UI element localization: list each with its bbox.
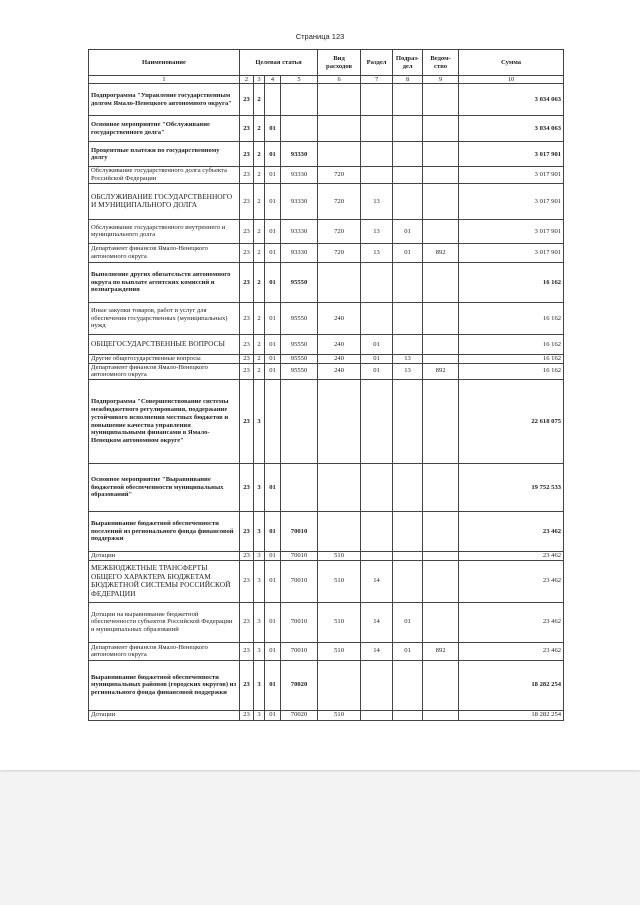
cell-target-2: 3 (254, 512, 265, 552)
row-name: Обслуживание государственного долга субъекта Российской Федерации (89, 167, 240, 183)
row-name: Дотации на выравнивание бюджетной обеспеченности субъектов Российской Федерации и муниципальных образований (89, 602, 240, 642)
cell-expense-type: 510 (318, 642, 361, 660)
cell-expense-type: 720 (318, 219, 361, 243)
cell-target-4 (281, 464, 318, 512)
cell-target-1: 23 (240, 380, 254, 464)
cell-target-4: 95550 (281, 354, 318, 363)
cell-section (361, 552, 393, 561)
cell-section (361, 464, 393, 512)
cell-department (423, 167, 459, 183)
cell-subsection (393, 167, 423, 183)
cell-target-4: 93330 (281, 142, 318, 167)
cell-target-1: 23 (240, 560, 254, 602)
cell-sum: 18 282 254 (459, 710, 564, 720)
table-row (89, 354, 564, 363)
cell-target-3: 01 (265, 512, 281, 552)
header-subsection: Подраз-дел (393, 50, 423, 76)
cell-section: 14 (361, 602, 393, 642)
cell-department (423, 552, 459, 561)
cell-section: 13 (361, 243, 393, 262)
index-cell: 9 (423, 76, 459, 84)
cell-sum: 23 462 (459, 560, 564, 602)
cell-target-3: 01 (265, 302, 281, 334)
header-target: Целевая статья (240, 50, 318, 76)
cell-department (423, 116, 459, 142)
cell-subsection (393, 334, 423, 354)
cell-expense-type (318, 262, 361, 302)
cell-target-3: 01 (265, 642, 281, 660)
cell-subsection (393, 262, 423, 302)
cell-section (361, 302, 393, 334)
row-name: Иные закупки товаров, работ и услуг для обеспечения государственных (муниципальных) нужд (89, 302, 240, 334)
cell-expense-type: 510 (318, 560, 361, 602)
cell-target-4: 70010 (281, 512, 318, 552)
cell-target-3: 01 (265, 660, 281, 710)
cell-sum: 3 017 901 (459, 183, 564, 219)
cell-subsection (393, 183, 423, 219)
cell-sum: 23 462 (459, 642, 564, 660)
table-row (89, 380, 564, 464)
cell-target-3: 01 (265, 354, 281, 363)
cell-expense-type: 510 (318, 602, 361, 642)
cell-section: 01 (361, 363, 393, 379)
cell-department (423, 464, 459, 512)
cell-expense-type: 240 (318, 354, 361, 363)
cell-sum: 3 017 901 (459, 219, 564, 243)
cell-section (361, 380, 393, 464)
cell-target-2: 2 (254, 302, 265, 334)
row-name: Основное мероприятие "Выравнивание бюджетной обеспеченности муниципальных образований" (89, 464, 240, 512)
cell-target-2: 2 (254, 142, 265, 167)
cell-section: 14 (361, 642, 393, 660)
cell-department (423, 660, 459, 710)
cell-department: 892 (423, 363, 459, 379)
cell-department (423, 262, 459, 302)
index-cell: 2 (240, 76, 254, 84)
row-name: Дотации (89, 710, 240, 720)
row-name: Обслуживание государственного внутреннего и муниципального долга (89, 219, 240, 243)
cell-target-3: 01 (265, 262, 281, 302)
cell-subsection (393, 710, 423, 720)
cell-section (361, 116, 393, 142)
row-name: Процентные платежи по государственному долгу (89, 142, 240, 167)
cell-target-4 (281, 84, 318, 116)
cell-target-2: 2 (254, 334, 265, 354)
cell-sum: 3 017 901 (459, 243, 564, 262)
cell-target-3: 01 (265, 167, 281, 183)
cell-target-1: 23 (240, 243, 254, 262)
cell-sum: 3 034 063 (459, 84, 564, 116)
cell-department: 892 (423, 642, 459, 660)
cell-section (361, 660, 393, 710)
header-row (89, 50, 564, 76)
cell-target-1: 23 (240, 84, 254, 116)
cell-department (423, 334, 459, 354)
index-cell: 1 (89, 76, 240, 84)
index-cell: 4 (265, 76, 281, 84)
index-cell: 5 (281, 76, 318, 84)
row-name: Департамент финансов Ямало-Ненецкого автономного округа (89, 243, 240, 262)
cell-sum: 16 162 (459, 363, 564, 379)
row-name: Подпрограмма "Совершенствование системы межбюджетного регулирования, поддержание устойчивого исполнения местных бюджетов и повышение качества управления муниципальными финансами в Ямало-Ненецком автономном округе" (89, 380, 240, 464)
cell-department (423, 512, 459, 552)
cell-target-1: 23 (240, 660, 254, 710)
row-name: Выравнивание бюджетной обеспеченности муниципальных районов (городских округов) из регионального фонда финансовой поддержки (89, 660, 240, 710)
cell-expense-type: 720 (318, 183, 361, 219)
cell-department (423, 560, 459, 602)
cell-target-3: 01 (265, 116, 281, 142)
table-row (89, 560, 564, 602)
row-name: Дотации (89, 552, 240, 561)
cell-expense-type: 240 (318, 334, 361, 354)
cell-target-2: 2 (254, 363, 265, 379)
cell-target-3: 01 (265, 552, 281, 561)
index-cell: 10 (459, 76, 564, 84)
table-row (89, 167, 564, 183)
table-row (89, 84, 564, 116)
cell-target-1: 23 (240, 262, 254, 302)
cell-section: 01 (361, 354, 393, 363)
row-name: Основное мероприятие "Обслуживание государственного долга" (89, 116, 240, 142)
row-name: ОБСЛУЖИВАНИЕ ГОСУДАРСТВЕННОГО И МУНИЦИПАЛЬНОГО ДОЛГА (89, 183, 240, 219)
cell-subsection: 01 (393, 602, 423, 642)
index-cell: 6 (318, 76, 361, 84)
cell-sum: 3 034 063 (459, 116, 564, 142)
cell-section (361, 84, 393, 116)
row-name: Выполнение других обязательств автономного округа по выплате агентских комиссий и вознаграждения (89, 262, 240, 302)
table-row (89, 116, 564, 142)
cell-target-1: 23 (240, 334, 254, 354)
cell-target-2: 3 (254, 464, 265, 512)
header-name: Наименование (89, 50, 240, 76)
cell-target-3: 01 (265, 710, 281, 720)
cell-sum: 23 462 (459, 602, 564, 642)
cell-section (361, 262, 393, 302)
cell-target-3: 01 (265, 363, 281, 379)
cell-target-4: 93330 (281, 167, 318, 183)
cell-target-2: 2 (254, 84, 265, 116)
table-row (89, 219, 564, 243)
page-number: Страница 123 (295, 32, 345, 41)
cell-expense-type: 720 (318, 167, 361, 183)
cell-expense-type (318, 464, 361, 512)
table-row (89, 642, 564, 660)
cell-target-1: 23 (240, 552, 254, 561)
cell-subsection (393, 142, 423, 167)
cell-target-2: 2 (254, 219, 265, 243)
table-row (89, 660, 564, 710)
cell-target-1: 23 (240, 464, 254, 512)
cell-target-3: 01 (265, 560, 281, 602)
cell-sum: 16 162 (459, 302, 564, 334)
cell-target-1: 23 (240, 183, 254, 219)
cell-sum: 16 162 (459, 354, 564, 363)
cell-target-4: 70010 (281, 552, 318, 561)
cell-expense-type (318, 84, 361, 116)
cell-section (361, 710, 393, 720)
table-row (89, 183, 564, 219)
cell-sum: 22 618 075 (459, 380, 564, 464)
cell-target-3: 01 (265, 602, 281, 642)
cell-target-2: 3 (254, 710, 265, 720)
cell-target-3: 01 (265, 142, 281, 167)
cell-subsection (393, 84, 423, 116)
cell-target-1: 23 (240, 167, 254, 183)
cell-expense-type (318, 380, 361, 464)
column-index-row (89, 76, 564, 84)
cell-target-4: 70020 (281, 660, 318, 710)
cell-target-2: 2 (254, 354, 265, 363)
cell-department (423, 84, 459, 116)
cell-target-2: 2 (254, 167, 265, 183)
cell-section: 14 (361, 560, 393, 602)
cell-target-1: 23 (240, 512, 254, 552)
cell-target-2: 3 (254, 660, 265, 710)
table-row (89, 243, 564, 262)
cell-target-2: 3 (254, 602, 265, 642)
cell-target-3: 01 (265, 464, 281, 512)
cell-section: 01 (361, 334, 393, 354)
cell-target-2: 2 (254, 262, 265, 302)
cell-department (423, 354, 459, 363)
cell-sum: 16 162 (459, 262, 564, 302)
row-name: ОБЩЕГОСУДАРСТВЕННЫЕ ВОПРОСЫ (89, 334, 240, 354)
cell-target-4 (281, 380, 318, 464)
cell-target-3: 01 (265, 219, 281, 243)
cell-target-4: 70010 (281, 602, 318, 642)
cell-target-2: 3 (254, 552, 265, 561)
row-name: Департамент финансов Ямало-Ненецкого автономного округа (89, 363, 240, 379)
cell-sum: 23 462 (459, 512, 564, 552)
cell-section (361, 142, 393, 167)
table-row (89, 262, 564, 302)
cell-target-1: 23 (240, 642, 254, 660)
budget-table (88, 49, 564, 721)
cell-section (361, 167, 393, 183)
index-cell: 8 (393, 76, 423, 84)
cell-subsection: 01 (393, 243, 423, 262)
cell-sum: 23 462 (459, 552, 564, 561)
cell-target-4: 70010 (281, 642, 318, 660)
cell-subsection (393, 380, 423, 464)
cell-expense-type (318, 116, 361, 142)
row-name: МЕЖБЮДЖЕТНЫЕ ТРАНСФЕРТЫ ОБЩЕГО ХАРАКТЕРА БЮДЖЕТАМ БЮДЖЕТНОЙ СИСТЕМЫ РОССИЙСКОЙ ФЕДЕРАЦИИ (89, 560, 240, 602)
cell-target-1: 23 (240, 302, 254, 334)
cell-expense-type: 510 (318, 552, 361, 561)
table-row (89, 464, 564, 512)
cell-subsection (393, 512, 423, 552)
cell-department (423, 219, 459, 243)
cell-target-2: 3 (254, 380, 265, 464)
cell-target-4: 93330 (281, 183, 318, 219)
header-section: Раздел (361, 50, 393, 76)
cell-expense-type (318, 660, 361, 710)
cell-subsection (393, 552, 423, 561)
cell-subsection (393, 660, 423, 710)
cell-department (423, 142, 459, 167)
table-row (89, 363, 564, 379)
cell-target-4: 93330 (281, 219, 318, 243)
table-row (89, 334, 564, 354)
cell-subsection: 01 (393, 642, 423, 660)
cell-target-3 (265, 380, 281, 464)
cell-sum: 16 162 (459, 334, 564, 354)
cell-expense-type (318, 512, 361, 552)
cell-sum: 18 282 254 (459, 660, 564, 710)
cell-target-3 (265, 84, 281, 116)
cell-sum: 3 017 901 (459, 142, 564, 167)
header-department: Ведом-ство (423, 50, 459, 76)
cell-department (423, 710, 459, 720)
table-row (89, 142, 564, 167)
row-name: Подпрограмма "Управление государственным долгом Ямало-Ненецкого автономного округа" (89, 84, 240, 116)
index-cell: 7 (361, 76, 393, 84)
cell-target-3: 01 (265, 334, 281, 354)
cell-target-3: 01 (265, 243, 281, 262)
cell-section: 13 (361, 183, 393, 219)
table-row (89, 512, 564, 552)
cell-subsection: 01 (393, 219, 423, 243)
cell-target-2: 2 (254, 183, 265, 219)
cell-expense-type: 240 (318, 363, 361, 379)
cell-target-4 (281, 116, 318, 142)
cell-target-3: 01 (265, 183, 281, 219)
table-row (89, 710, 564, 720)
cell-target-4: 70020 (281, 710, 318, 720)
cell-subsection (393, 560, 423, 602)
cell-target-2: 3 (254, 642, 265, 660)
cell-target-2: 2 (254, 116, 265, 142)
cell-section (361, 512, 393, 552)
table-row (89, 552, 564, 561)
cell-target-4: 95550 (281, 302, 318, 334)
cell-target-4: 95550 (281, 363, 318, 379)
cell-target-4: 93330 (281, 243, 318, 262)
cell-department (423, 602, 459, 642)
cell-department (423, 380, 459, 464)
cell-subsection: 13 (393, 354, 423, 363)
table-row (89, 302, 564, 334)
cell-target-1: 23 (240, 142, 254, 167)
cell-target-4: 95550 (281, 334, 318, 354)
cell-target-4: 70010 (281, 560, 318, 602)
cell-department: 892 (423, 243, 459, 262)
cell-department (423, 183, 459, 219)
cell-target-4: 95550 (281, 262, 318, 302)
cell-department (423, 302, 459, 334)
cell-expense-type: 240 (318, 302, 361, 334)
cell-section: 13 (361, 219, 393, 243)
cell-sum: 3 017 901 (459, 167, 564, 183)
cell-target-2: 3 (254, 560, 265, 602)
row-name: Выравнивание бюджетной обеспеченности поселений из регионального фонда финансовой поддержки (89, 512, 240, 552)
cell-subsection (393, 116, 423, 142)
cell-target-1: 23 (240, 354, 254, 363)
table-row (89, 602, 564, 642)
cell-target-1: 23 (240, 602, 254, 642)
cell-target-2: 2 (254, 243, 265, 262)
cell-target-1: 23 (240, 116, 254, 142)
header-sum: Сумма (459, 50, 564, 76)
cell-subsection (393, 302, 423, 334)
cell-sum: 19 752 533 (459, 464, 564, 512)
cell-target-1: 23 (240, 710, 254, 720)
cell-expense-type (318, 142, 361, 167)
cell-target-1: 23 (240, 363, 254, 379)
cell-expense-type: 510 (318, 710, 361, 720)
cell-subsection: 13 (393, 363, 423, 379)
row-name: Департамент финансов Ямало-Ненецкого автономного округа (89, 642, 240, 660)
cell-expense-type: 720 (318, 243, 361, 262)
row-name: Другие общегосударственные вопросы (89, 354, 240, 363)
index-cell: 3 (254, 76, 265, 84)
cell-target-1: 23 (240, 219, 254, 243)
cell-subsection (393, 464, 423, 512)
header-expense-type: Вид расходов (318, 50, 361, 76)
